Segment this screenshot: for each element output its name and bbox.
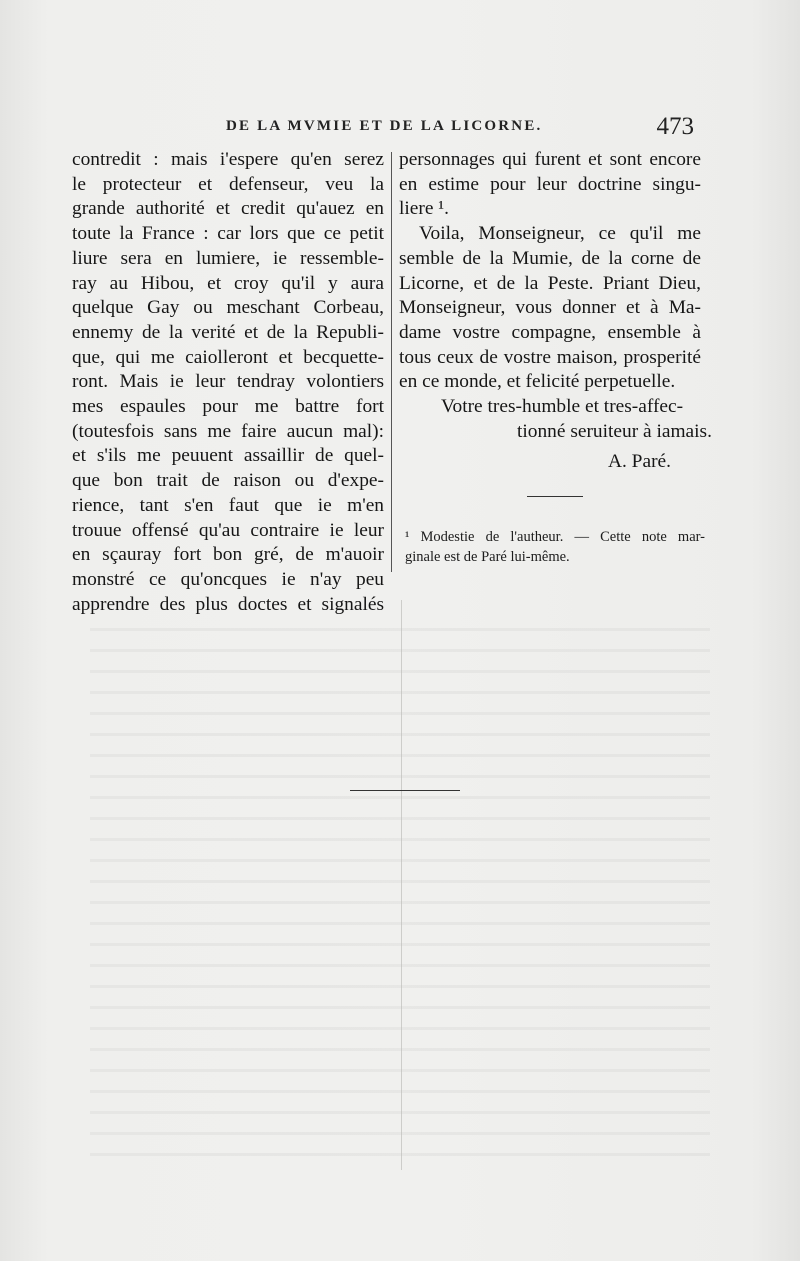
signature-name: A. Paré.: [607, 451, 671, 473]
footnote-line: ginale est de Paré lui-même.: [405, 549, 570, 565]
text-line: dame vostre compagne, ensemble à: [399, 321, 701, 343]
text-line: toute la France : car lors que ce petit: [72, 223, 384, 245]
text-line: liere ¹.: [399, 198, 449, 220]
footnote-line: ¹ Modestie de l'autheur. — Cette note mar-: [405, 529, 705, 545]
text-line: Monseigneur, vous donner et à Ma-: [399, 297, 701, 319]
bleed-through-column-rule: [401, 600, 402, 1170]
text-line: Licorne, et de la Peste. Priant Dieu,: [399, 272, 701, 294]
text-line: en ce monde, et felicité perpetuelle.: [399, 371, 676, 393]
text-line: liure sera en lumiere, ie ressemble-: [72, 247, 384, 269]
text-line: trouue offensé qu'au contraire ie leur: [72, 519, 384, 541]
text-line: et s'ils me peuuent assaillir de quel-: [72, 445, 384, 467]
text-line: ennemy de la verité et de la Republi-: [72, 321, 384, 343]
text-line: apprendre des plus doctes et signalés: [72, 593, 384, 615]
text-line: personnages qui furent et sont encore: [399, 149, 701, 170]
signature-line: Votre tres-humble et tres-affec-: [441, 396, 684, 417]
column-divider: [391, 152, 392, 572]
text-line: rience, tant s'en faut que ie m'en: [72, 494, 384, 516]
signature-block: [399, 395, 712, 475]
text-line: grande authorité et credit qu'auez en: [72, 198, 384, 220]
text-line: ray au Hibou, et croy qu'il y aura: [72, 272, 384, 294]
text-line: monstré ce qu'oncques ie n'ay peu: [72, 568, 384, 590]
text-line: semble de la Mumie, de la corne de: [399, 247, 701, 269]
text-line: mes espaules pour me battre fort: [72, 396, 384, 418]
text-line: que, qui me caiolleront et becquette-: [72, 346, 384, 368]
text-line: que bon trait de raison ou d'expe-: [72, 470, 384, 492]
right-column: [399, 148, 701, 395]
page-header: [70, 113, 700, 143]
text-line: quelque Gay ou meschant Corbeau,: [72, 297, 384, 319]
text-line: le protecteur et defenseur, veu la: [72, 173, 384, 195]
signature-line: tionné seruiteur à iamais.: [517, 420, 712, 442]
text-line: en estime pour leur doctrine singu-: [399, 173, 701, 195]
running-head: DE LA MVMIE ET DE LA LICORNE.: [226, 118, 543, 134]
text-line: Voila, Monseigneur, ce qu'il me: [419, 223, 701, 245]
text-line: contredit : mais i'espere qu'en serez: [72, 149, 384, 170]
text-line: (toutesfois sans me faire aucun mal):: [72, 420, 384, 442]
text-line: en sçauray fort bon gré, de m'auoir: [72, 544, 384, 566]
text-line: ront. Mais ie leur tendray volontiers: [72, 371, 384, 393]
footnote-rule: [527, 496, 583, 497]
text-line: tous ceux de vostre maison, prosperité: [399, 346, 701, 368]
page-number: 473: [656, 113, 694, 140]
end-rule: [350, 790, 460, 791]
footnote: [405, 527, 705, 567]
left-column: [72, 148, 384, 617]
bleed-through-texture: [90, 610, 710, 1170]
